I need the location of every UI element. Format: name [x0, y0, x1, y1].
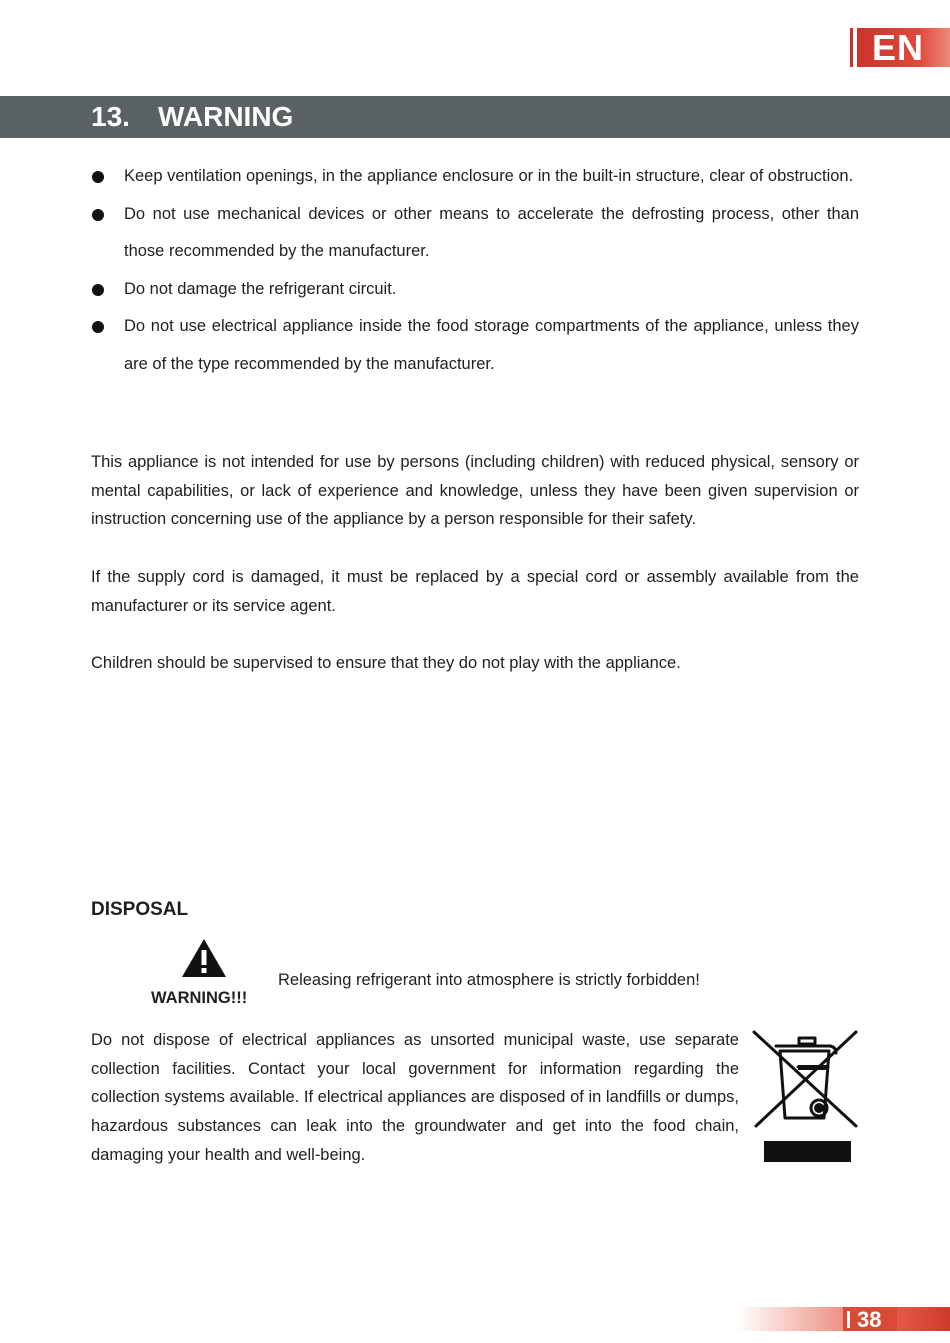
- page-number-badge: [843, 1307, 897, 1331]
- warning-bullet-list: [91, 158, 859, 383]
- crossed-out-wheelie-bin-icon: [752, 1030, 858, 1164]
- section-header: [0, 96, 950, 138]
- disposal-paragraph: Do not dispose of electrical appliances as unsorted municipal waste, use separate collection facilities. Contact your local government for information regarding the collection systems available. If electrical appliances are disposed of in landfills or dumps, hazardous substances can leak into the groundwater and get into the food chain, damaging your health and well-being.: [91, 1031, 739, 1164]
- language-badge-label: EN: [872, 27, 925, 68]
- paragraph-children: Children should be supervised to ensure that they do not play with the appliance.: [91, 654, 681, 672]
- paragraph-supervision: This appliance is not intended for use by persons (including children) with reduced physical, sensory or mental capabilities, or lack of experience and knowledge, unless they have been given supervision or instruction concerning use of the appliance by a person responsible for their safety.: [91, 453, 859, 529]
- language-badge-divider: [853, 28, 857, 67]
- disposal-heading: DISPOSAL: [91, 899, 189, 920]
- section-title: WARNING: [158, 101, 294, 132]
- page-number: 38: [857, 1307, 882, 1332]
- paragraph-supply-cord: If the supply cord is damaged, it must be replaced by a special cord or assembly available from the manufacturer or its service agent.: [91, 568, 859, 615]
- bullet-item: Do not damage the refrigerant circuit.: [91, 271, 859, 309]
- language-badge: [850, 28, 950, 67]
- warning-label: WARNING!!!: [151, 989, 248, 1007]
- section-number: 13.: [91, 101, 130, 132]
- bullet-item: Do not use electrical appliance inside the food storage compartments of the appliance, unless they are of the type recommended by the manufacturer.: [91, 308, 859, 383]
- page-number-divider: [847, 1311, 850, 1328]
- bullet-item: Keep ventilation openings, in the appliance enclosure or in the built-in structure, clear of obstruction.: [91, 158, 859, 196]
- refrigerant-warning-text: Releasing refrigerant into atmosphere is strictly forbidden!: [278, 971, 700, 989]
- bullet-item: Do not use mechanical devices or other means to accelerate the defrosting process, other than those recommended by the manufacturer.: [91, 196, 859, 271]
- warning-triangle-icon: [181, 938, 227, 978]
